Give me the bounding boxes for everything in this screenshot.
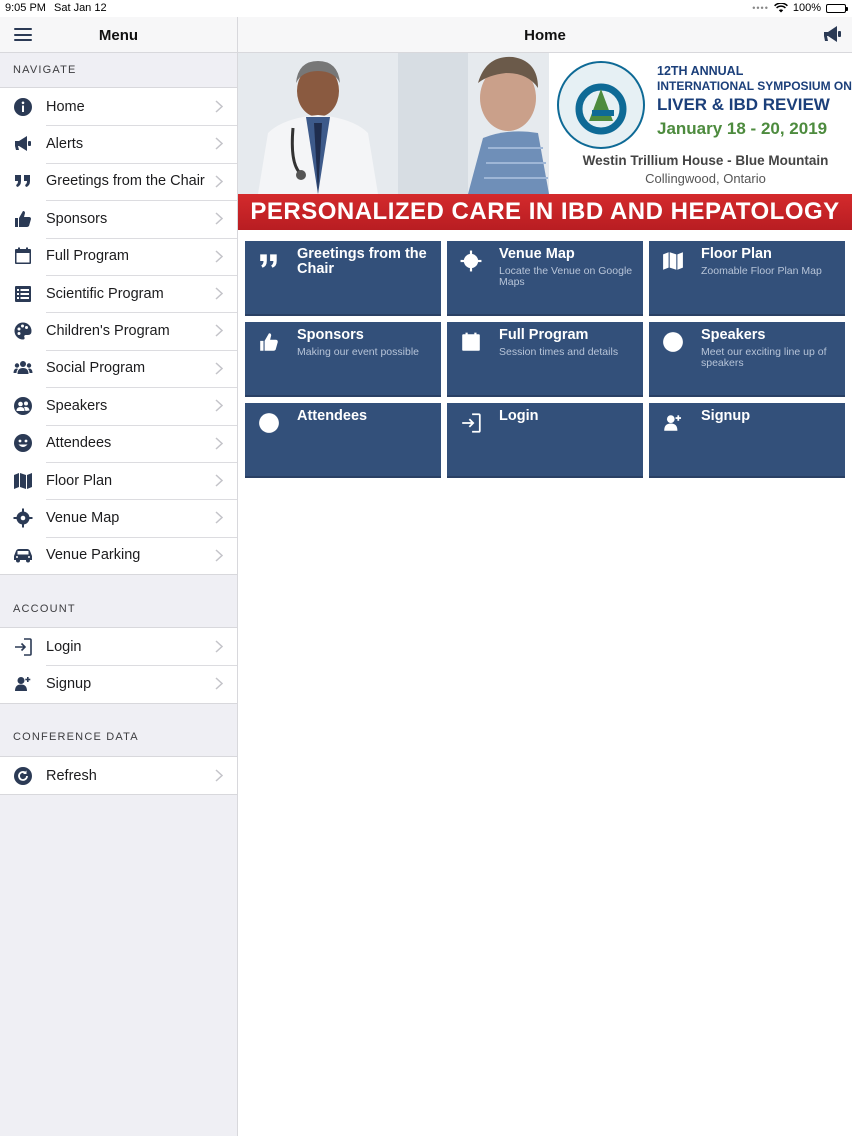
tile-speakers[interactable] (649, 322, 845, 397)
crosshair-icon (460, 250, 482, 277)
tile-subtitle: Locate the Venue on Google Maps (499, 265, 633, 288)
sidebar-item-home[interactable] (0, 88, 237, 125)
battery-percent: 100% (792, 2, 821, 14)
sidebar-item-label: Children's Program (46, 323, 170, 340)
sidebar-item-label: Refresh (46, 767, 97, 784)
sidebar-item-label: Login (46, 638, 82, 655)
sidebar-item-label: Floor Plan (46, 472, 113, 489)
banner-line1: 12TH ANNUAL (657, 64, 744, 78)
chevron-right-icon (215, 399, 223, 417)
sidebar-item-label: Venue Parking (46, 547, 141, 564)
tile-venue-map[interactable] (447, 241, 643, 316)
sidebar-item-signup[interactable] (0, 665, 237, 702)
tile-title: Signup (701, 408, 751, 424)
conference-list (0, 756, 237, 795)
tile-floor-plan[interactable] (649, 241, 845, 316)
section-label-conference-data: CONFERENCE DATA (13, 730, 139, 743)
tile-title: Full Program (499, 327, 589, 343)
map-icon (0, 471, 46, 491)
sidebar-item-label: Signup (46, 676, 92, 693)
chevron-right-icon (215, 137, 223, 155)
main-header (238, 17, 852, 53)
alerts-button[interactable] (821, 23, 845, 52)
banner-photo (238, 53, 549, 194)
tile-greetings-from-the-chair[interactable] (245, 241, 441, 316)
chevron-right-icon (215, 100, 223, 118)
signal-dots: •••• (752, 3, 769, 13)
sidebar-item-social-program[interactable] (0, 350, 237, 387)
sidebar-item-login[interactable] (0, 628, 237, 665)
tile-title: Sponsors (297, 327, 364, 343)
sign-in-icon (460, 412, 482, 439)
car-icon (0, 545, 46, 565)
user-add-icon (662, 412, 684, 439)
tile-subtitle: Meet our exciting line up of speakers (701, 346, 827, 369)
sidebar-item-label: Full Program (46, 248, 129, 265)
chevron-right-icon (215, 640, 223, 658)
banner-location: Collingwood, Ontario (645, 171, 766, 186)
chevron-right-icon (215, 769, 223, 787)
account-list (0, 627, 237, 704)
tile-subtitle: Session times and details (499, 346, 619, 358)
banner-line3: LIVER & IBD REVIEW (657, 95, 830, 114)
megaphone-icon (0, 134, 46, 154)
smiley-icon (258, 412, 280, 439)
chevron-right-icon (215, 437, 223, 455)
speakers-icon (662, 331, 684, 358)
thumbs-up-icon (258, 331, 280, 358)
sign-in-icon (0, 637, 46, 657)
sidebar-item-label: Home (46, 98, 85, 115)
chevron-right-icon (215, 511, 223, 529)
quote-icon (0, 171, 46, 191)
tile-title: Attendees (297, 408, 368, 424)
page-title: Home (524, 27, 566, 44)
sidebar-item-venue-map[interactable] (0, 499, 237, 536)
sidebar-item-scientific-program[interactable] (0, 275, 237, 312)
chevron-right-icon (215, 287, 223, 305)
chevron-right-icon (215, 212, 223, 230)
chevron-right-icon (215, 250, 223, 268)
sidebar (0, 17, 238, 1136)
tile-attendees[interactable] (245, 403, 441, 478)
refresh-icon (0, 766, 46, 786)
sidebar-item-sponsors[interactable] (0, 200, 237, 237)
tile-subtitle: Making our event possible (297, 346, 419, 358)
nav-list (0, 87, 237, 575)
tile-subtitle: Zoomable Floor Plan Map (701, 265, 822, 277)
sidebar-item-refresh[interactable] (0, 757, 237, 794)
thumbs-up-icon (0, 209, 46, 229)
calendar-icon (460, 331, 482, 358)
calendar-icon (0, 246, 46, 266)
battery-icon (826, 4, 846, 13)
sidebar-item-floor-plan[interactable] (0, 462, 237, 499)
chevron-right-icon (215, 324, 223, 342)
palette-icon (0, 321, 46, 341)
tile-signup[interactable] (649, 403, 845, 478)
banner-info (549, 53, 852, 194)
tile-login[interactable] (447, 403, 643, 478)
quote-icon (258, 250, 280, 277)
chevron-right-icon (215, 175, 223, 193)
speakers-icon (0, 396, 46, 416)
sidebar-item-attendees[interactable] (0, 425, 237, 462)
association-logo (557, 61, 645, 149)
megaphone-icon (821, 23, 845, 47)
chevron-right-icon (215, 549, 223, 567)
tile-title: Floor Plan (701, 246, 772, 262)
sidebar-item-label: Greetings from the Chair (46, 173, 205, 190)
tile-title: Greetings from the Chair (297, 246, 427, 277)
sidebar-item-label: Attendees (46, 435, 112, 452)
tile-sponsors[interactable] (245, 322, 441, 397)
wifi-icon (774, 3, 788, 13)
chevron-right-icon (215, 677, 223, 695)
section-label-account: ACCOUNT (13, 603, 76, 616)
sidebar-item-full-program[interactable] (0, 238, 237, 275)
sidebar-item-label: Sponsors (46, 210, 108, 227)
map-icon (662, 250, 684, 277)
chevron-right-icon (215, 474, 223, 492)
list-icon (0, 284, 46, 304)
status-time: 9:05 PM (5, 2, 46, 14)
tile-title: Speakers (701, 327, 766, 343)
tile-title: Venue Map (499, 246, 575, 262)
status-date: Sat Jan 12 (54, 2, 107, 14)
user-add-icon (0, 674, 46, 694)
chevron-right-icon (215, 362, 223, 380)
section-label-navigate: NAVIGATE (13, 64, 77, 76)
sidebar-item-label: Alerts (46, 136, 84, 153)
tile-full-program[interactable] (447, 322, 643, 397)
crosshair-icon (0, 508, 46, 528)
sidebar-item-label: Social Program (46, 360, 146, 377)
smiley-icon (0, 433, 46, 453)
sidebar-title: Menu (98, 27, 139, 44)
sidebar-item-speakers[interactable] (0, 387, 237, 424)
conference-banner (238, 53, 852, 230)
group-icon (0, 358, 46, 378)
sidebar-item-greetings-from-the-chair[interactable] (0, 163, 237, 200)
info-icon (0, 97, 46, 117)
sidebar-item-alerts[interactable] (0, 125, 237, 162)
banner-tagline: PERSONALIZED CARE IN IBD AND HEPATOLOGY (238, 194, 852, 230)
banner-dates: January 18 - 20, 2019 (657, 119, 828, 138)
doctor-patient-illustration (238, 53, 549, 194)
tile-title: Login (499, 408, 539, 424)
status-right (752, 2, 846, 14)
sidebar-item-label: Venue Map (46, 509, 120, 526)
status-bar (0, 0, 852, 17)
banner-venue: Westin Trillium House - Blue Mountain (582, 153, 829, 168)
sidebar-item-label: Speakers (46, 397, 108, 414)
sidebar-item-label: Scientific Program (46, 285, 164, 302)
sidebar-item-venue-parking[interactable] (0, 537, 237, 574)
banner-line2: INTERNATIONAL SYMPOSIUM ON (657, 79, 852, 93)
sidebar-header (0, 17, 237, 53)
sidebar-item-children-s-program[interactable] (0, 312, 237, 349)
